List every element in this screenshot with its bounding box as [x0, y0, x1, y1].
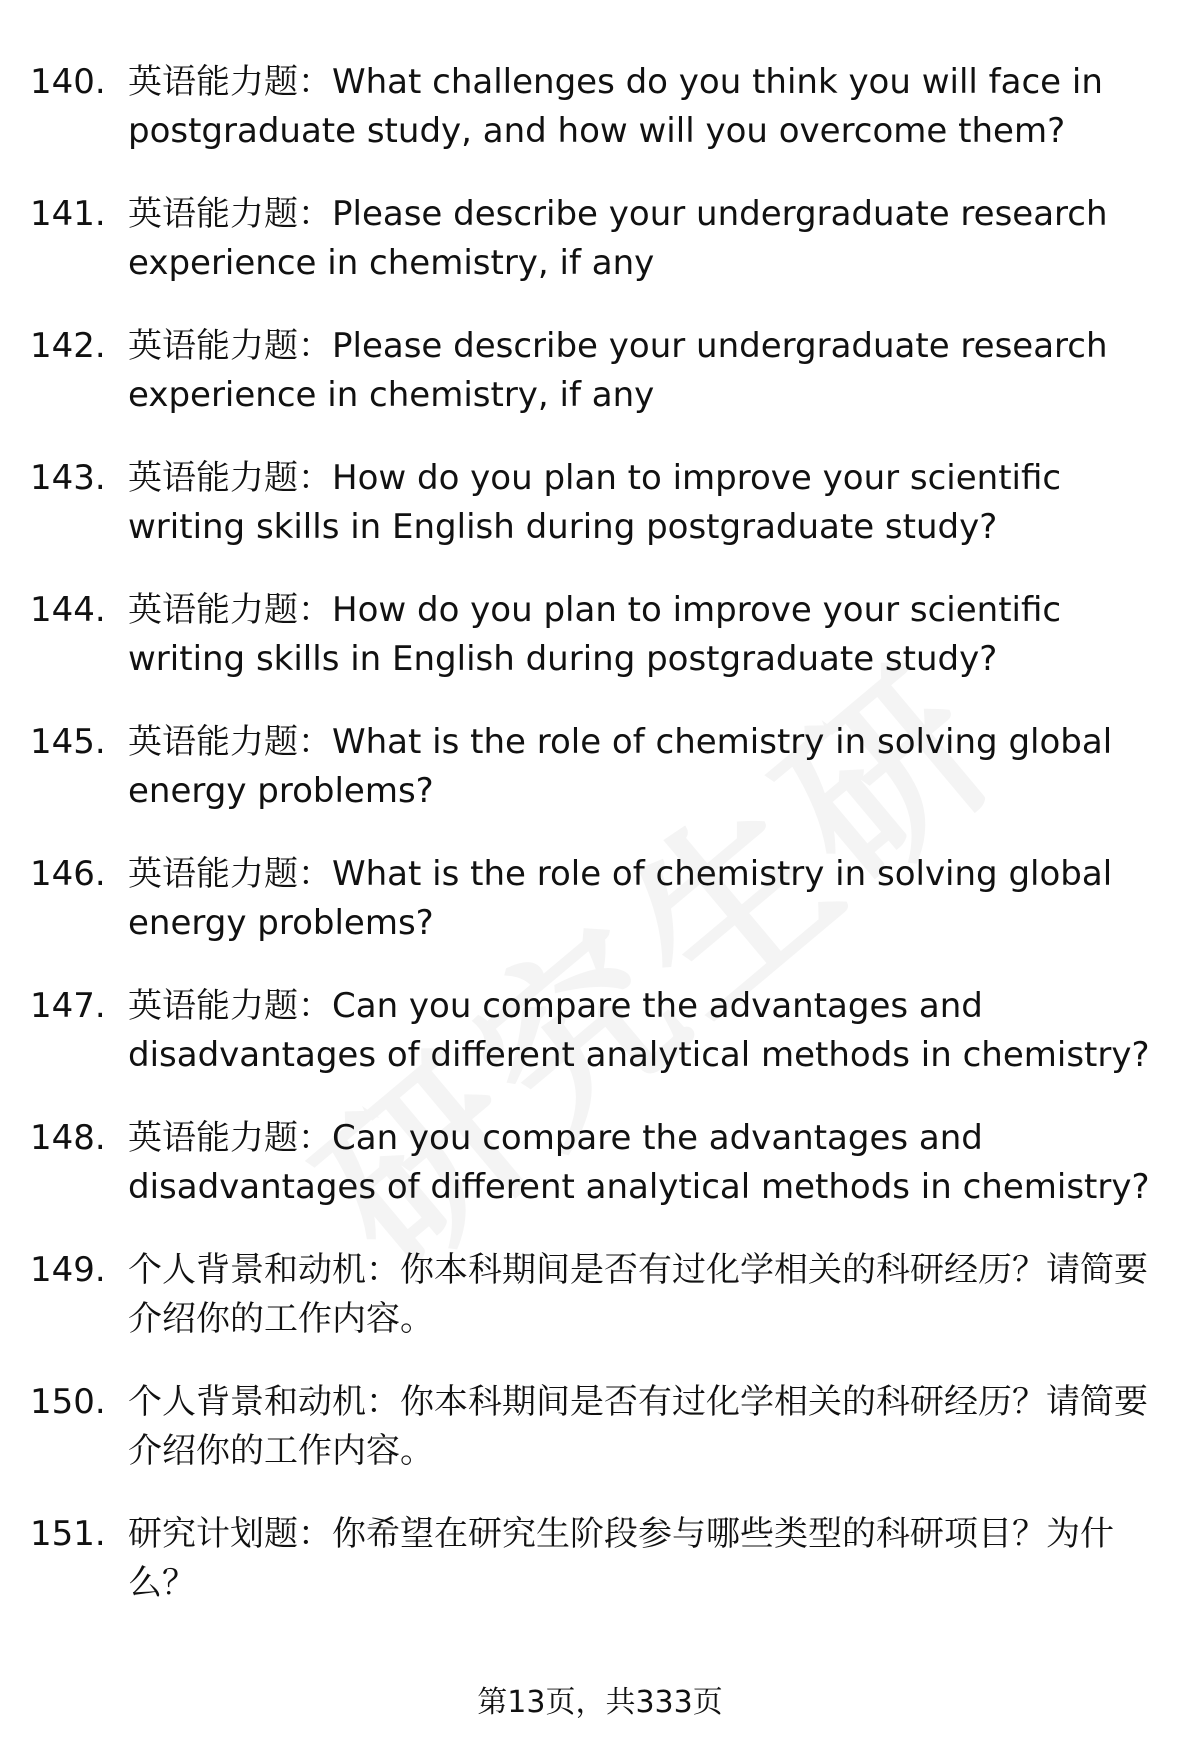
question-number: 140. [30, 62, 106, 102]
question-item [30, 982, 1180, 1079]
question-item [30, 322, 1180, 419]
question-text: 个人背景和动机：你本科期间是否有过化学相关的科研经历？请简要介绍你的工作内容。 [128, 1382, 1148, 1471]
question-number: 144. [30, 590, 106, 630]
question-item [30, 1114, 1180, 1211]
question-text: 英语能力题：What is the role of chemistry in solving global energy problems? [128, 854, 1113, 943]
question-item [30, 1378, 1180, 1475]
question-number: 149. [30, 1250, 106, 1290]
question-number: 142. [30, 326, 106, 366]
question-number: 150. [30, 1382, 106, 1422]
question-item [30, 850, 1180, 947]
question-item [30, 1510, 1180, 1607]
question-text: 个人背景和动机：你本科期间是否有过化学相关的科研经历？请简要介绍你的工作内容。 [128, 1250, 1148, 1339]
question-number: 151. [30, 1514, 106, 1554]
question-text: 英语能力题：Please describe your undergraduate research experience in chemistry, if any [128, 194, 1108, 283]
question-text: 英语能力题：How do you plan to improve your scientific writing skills in English during postgraduate study? [128, 590, 1062, 679]
question-text: 英语能力题：Can you compare the advantages and disadvantages of different analytical methods in chemistry? [128, 986, 1150, 1075]
question-number: 148. [30, 1118, 106, 1158]
question-item [30, 586, 1180, 683]
question-item [30, 718, 1180, 815]
question-text: 英语能力题：What challenges do you think you will face in postgraduate study, and how will you overcome them? [128, 62, 1103, 151]
question-item [30, 1246, 1180, 1343]
question-number: 146. [30, 854, 106, 894]
question-text: 英语能力题：Can you compare the advantages and disadvantages of different analytical methods in chemistry? [128, 1118, 1150, 1207]
question-number: 143. [30, 458, 106, 498]
question-list [30, 58, 1180, 1642]
question-number: 147. [30, 986, 106, 1026]
question-text: 英语能力题：How do you plan to improve your scientific writing skills in English during postgraduate study? [128, 458, 1062, 547]
page-footer: 第13页，共333页 [477, 1685, 723, 1720]
question-text: 英语能力题：What is the role of chemistry in solving global energy problems? [128, 722, 1113, 811]
question-text: 研究计划题：你希望在研究生阶段参与哪些类型的科研项目？为什么？ [128, 1514, 1114, 1603]
question-number: 141. [30, 194, 106, 234]
question-text: 英语能力题：Please describe your undergraduate research experience in chemistry, if any [128, 326, 1108, 415]
question-item [30, 454, 1180, 551]
question-item [30, 190, 1180, 287]
question-item [30, 58, 1180, 155]
question-number: 145. [30, 722, 106, 762]
